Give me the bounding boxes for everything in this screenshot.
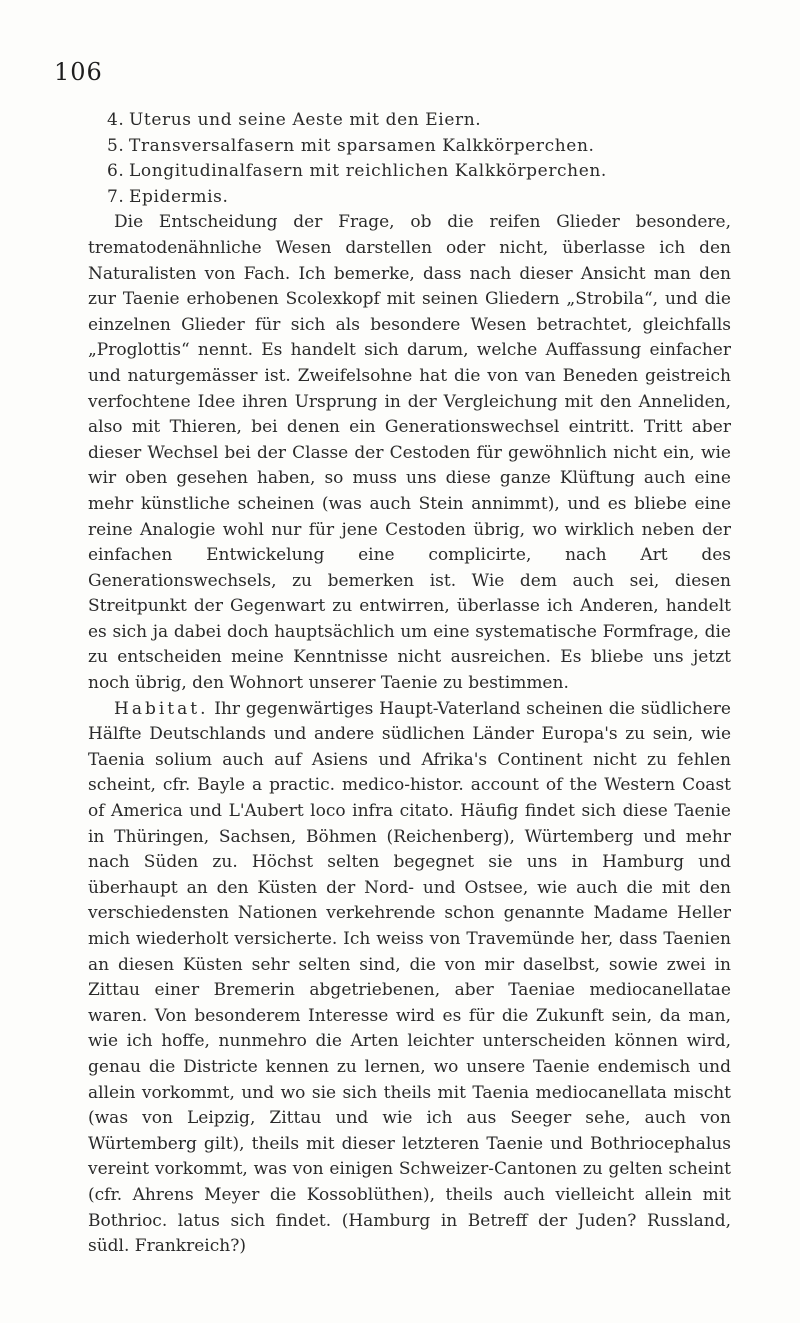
list-item-number: 4.: [107, 110, 125, 130]
paragraph-habitat: [88, 697, 731, 1260]
body-text: [88, 108, 731, 1260]
list-item: [107, 185, 731, 211]
habitat-text: Ihr gegenwärtiges Haupt-Vaterland scheinen die südlichere Hälfte Deutschlands und andere südlichen Länder Europa's zu sein, wie Taenia solium auch auf Asiens und Afrika's Continent nicht zu fehlen scheint, cfr. Bayle a practic. medico-histor. account of the Western Coast of America und L'Aubert loco infra citato. Häufig findet sich diese Taenie in Thüringen, Sachsen, Böhmen (Reichenberg), Würtemberg und mehr nach Süden zu. Höchst selten begegnet sie uns in Hamburg und überhaupt an den Küsten der Nord- und Ostsee, wie auch die mit den verschiedensten Nationen verkehrende schon genannte Madame Heller mich wiederholt versicherte. Ich weiss von Travemünde her, dass Taenien an diesen Küsten sehr selten sind, die von mir daselbst, sowie zwei in Zittau einer Bremerin abgetriebenen, aber Taeniae mediocanellatae waren. Von besonderem Interesse wird es für die Zukunft sein, da man, wie ich hoffe, nunmehro die Arten leichter unterscheiden können wird, genau die Districte kennen zu lernen, wo unsere Taenie endemisch und allein vorkommt, und wo sie sich theils mit Taenia mediocanellata mischt (was von Leipzig, Zittau und wie ich aus Seeger sehe, auch von Würtemberg gilt), theils mit dieser letzteren Taenie und Bothriocephalus vereint vorkommt, was von einigen Schweizer-Cantonen zu gelten scheint (cfr. Ahrens Meyer die Kossoblüthen), theils auch vielleicht allein mit Bothrioc. latus sich findet. (Hamburg in Betreff der Juden? Russland, südl. Frankreich?): [88, 698, 731, 1257]
list-item: [107, 108, 731, 134]
list-item: [107, 159, 731, 185]
paragraph-classification: Die Entscheidung der Frage, ob die reifen Glieder besondere, trematodenähnliche Wesen darstellen oder nicht, überlasse ich den Naturalisten von Fach. Ich bemerke, dass nach dieser Ansicht man den zur Taenie erhobenen Scolexkopf mit seinen Gliedern „Strobila“, und die einzelnen Glieder für sich als besondere Wesen betrachtet, gleichfalls „Proglottis“ nennt. Es handelt sich darum, welche Auffassung einfacher und naturgemässer ist. Zweifelsohne hat die von van Beneden geistreich verfochtene Idee ihren Ursprung in der Vergleichung mit den Anneliden, also mit Thieren, bei denen ein Generationswechsel eintritt. Tritt aber dieser Wechsel bei der Classe der Cestoden für gewöhnlich nicht ein, wie wir oben gesehen haben, so muss uns diese ganze Klüftung auch eine mehr künstliche scheinen (was auch Stein annimmt), und es bliebe eine reine Analogie wohl nur für jene Cestoden übrig, wo wirklich neben der einfachen Entwickelung eine complicirte, nach Art des Generationswechsels, zu bemerken ist. Wie dem auch sei, diesen Streitpunkt der Gegenwart zu entwirren, überlasse ich Anderen, handelt es sich ja dabei doch hauptsächlich um eine systematische Formfrage, die zu entscheiden meine Kenntnisse nicht ausreichen. Es bliebe uns jetzt noch übrig, den Wohnort unserer Taenie zu bestimmen.: [88, 212, 731, 694]
list-item-text: Longitudinalfasern mit reichlichen Kalkkörperchen.: [129, 161, 607, 182]
list-item-text: Uterus und seine Aeste mit den Eiern.: [129, 110, 482, 130]
list-item-text: Epidermis.: [129, 186, 229, 207]
list-item-number: 5.: [107, 135, 125, 156]
list-item-text: Transversalfasern mit sparsamen Kalkkörperchen.: [129, 135, 595, 156]
list-item-number: 7.: [107, 186, 125, 207]
list-item-number: 6.: [107, 161, 125, 182]
page-number: 106: [54, 58, 103, 86]
figure-legend-list: [107, 108, 731, 210]
habitat-heading: Habitat.: [114, 698, 209, 719]
list-item: [107, 134, 731, 160]
